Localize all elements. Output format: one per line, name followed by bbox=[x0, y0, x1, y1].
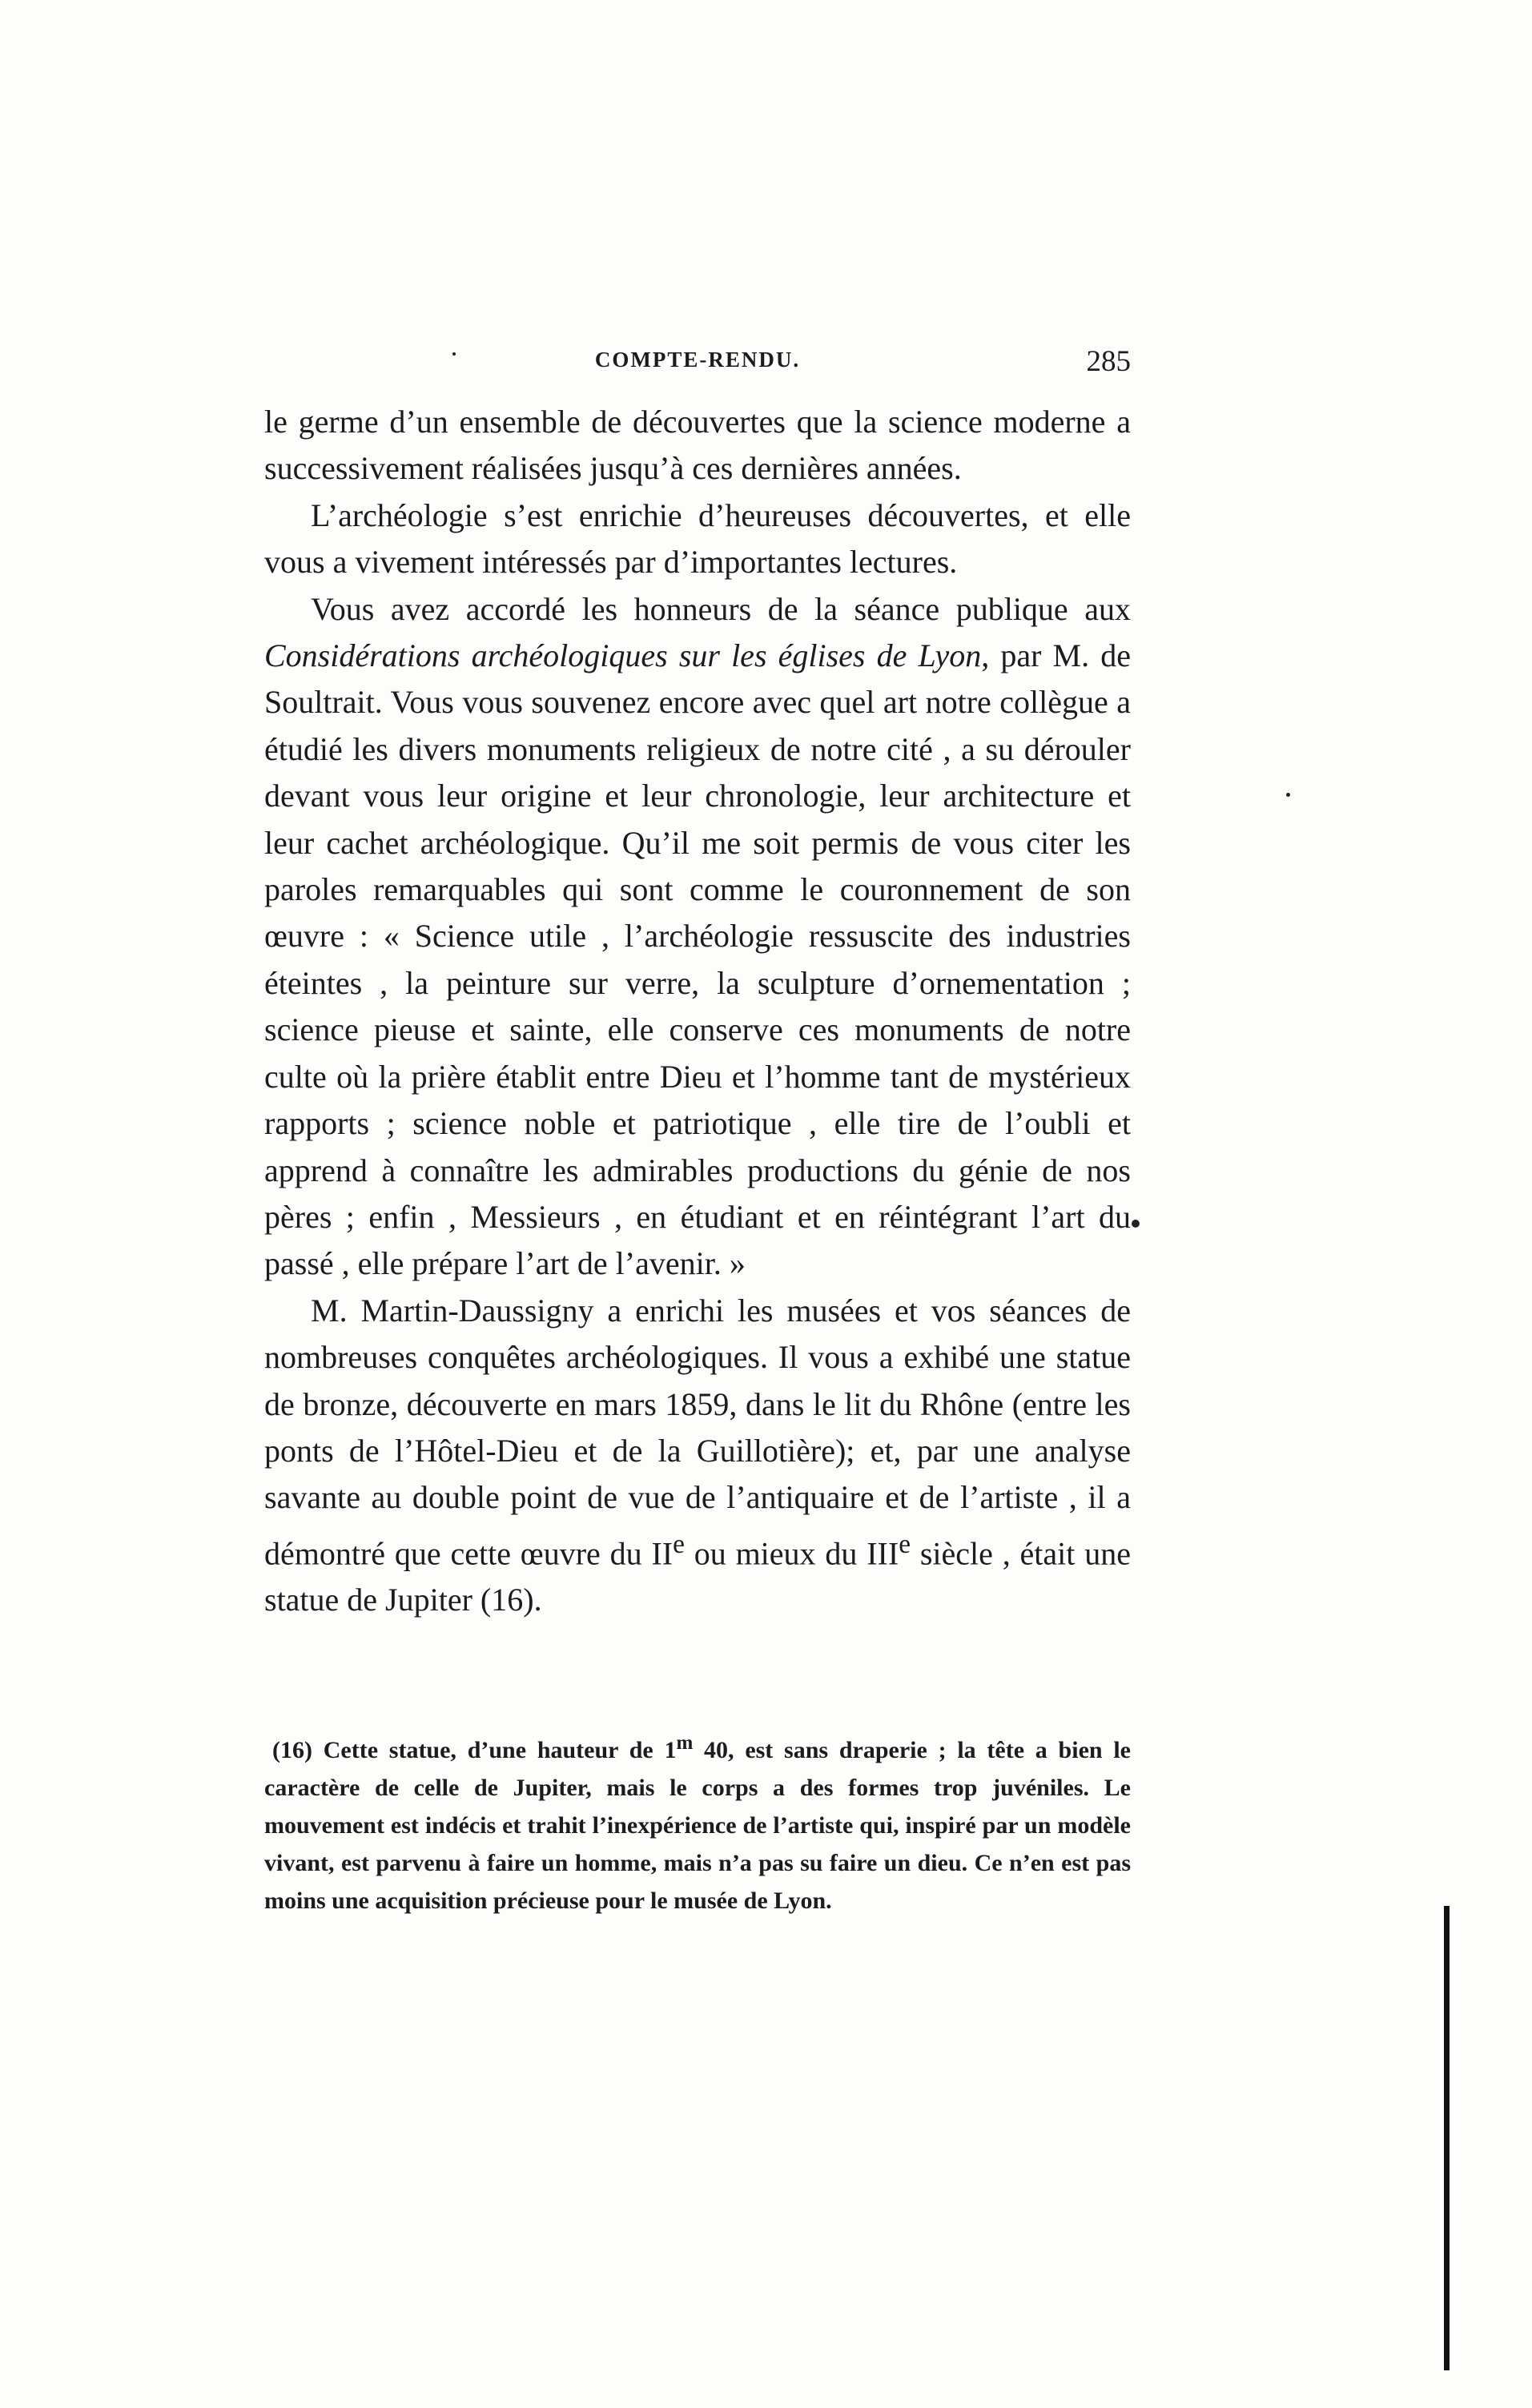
footnote-16 bbox=[264, 1724, 1131, 1920]
page-number: 285 bbox=[1086, 345, 1131, 378]
paragraph-3 bbox=[264, 586, 1131, 1288]
paragraph-4-main: M. Martin-Daussigny a enrichi les musées et vos séances de nombreuses conquêtes archéologiques. Il vous a exhibé une statue de bronze, découverte en mars 1859, dans le lit du Rhône (entre les ponts de l’Hôtel-Dieu et de la Guillotière); et, par une analyse savante au double point de vue de l’antiquaire et de l’artiste , il a démontré que cette œuvre du II bbox=[264, 1292, 1131, 1572]
paragraph-3-rest: , par M. de Soultrait. Vous vous souvenez encore avec quel art notre collègue a étudié les divers monuments religieux de notre cité , a su dérouler devant vous leur origine et leur chronologie, leur architecture et leur cachet archéologique. Qu’il me soit permis de vous citer les paroles remarquables qui sont comme le couronnement de son œuvre : « Science utile , l’archéologie ressuscite des industries éteintes , la peinture sur verre, la sculpture d’ornementation ; science pieuse et sainte, elle conserve ces monuments de notre culte où la prière établit entre Dieu et l’homme tant de mystérieux rapports ; science noble et patriotique , elle tire de l’oubli et apprend à connaître les admirables productions du génie de nos pères ; enfin , Messieurs , en étudiant et en réintégrant l’art du passé , elle prépare l’art de l’avenir. » bbox=[264, 637, 1131, 1282]
footnote-superscript: m bbox=[676, 1732, 694, 1754]
paragraph-3-title: Considérations archéologiques sur les églises de Lyon bbox=[264, 637, 982, 674]
paragraph-4-end: siècle , était une statue de Jupiter (16). bbox=[264, 1535, 1131, 1618]
running-head: COMPTE-RENDU. bbox=[594, 348, 801, 372]
paragraph-4-mid: ou mieux du III bbox=[684, 1535, 899, 1572]
ink-speck bbox=[1286, 793, 1290, 797]
ink-speck bbox=[1132, 1220, 1140, 1228]
ink-speck bbox=[452, 352, 456, 356]
body-text bbox=[264, 399, 1131, 1624]
paragraph-4 bbox=[264, 1288, 1131, 1624]
paragraph-1: le germe d’un ensemble de découvertes que la science moderne a successivement réalisées jusqu’à ces dernières années. bbox=[264, 404, 1131, 487]
page-header bbox=[264, 344, 1131, 392]
footnote bbox=[264, 1724, 1131, 1920]
paragraph-2: L’archéologie s’est enrichie d’heureuses découvertes, et elle vous a vivement intéressés par d’importantes lectures. bbox=[264, 496, 1131, 581]
superscript-e: e bbox=[673, 1529, 685, 1559]
paragraph-3-start: Vous avez accordé les honneurs de la séance publique aux bbox=[311, 590, 1131, 627]
footnote-end: 40, est sans draperie ; la tête a bien le caractère de celle de Jupiter, mais le corps a des formes trop juvéniles. Le mouvement est indécis et trahit l’inexpérience de l’artiste qui, inspiré par un modèle vivant, est parvenu à faire un homme, mais n’a pas su faire un dieu. Ce n’en est pas moins une acquisition précieuse pour le musée de Lyon. bbox=[264, 1737, 1131, 1914]
scan-edge-line bbox=[1444, 1906, 1450, 2370]
footnote-start: (16) Cette statue, d’une hauteur de 1 bbox=[272, 1737, 677, 1763]
superscript-e-2: e bbox=[899, 1529, 911, 1559]
